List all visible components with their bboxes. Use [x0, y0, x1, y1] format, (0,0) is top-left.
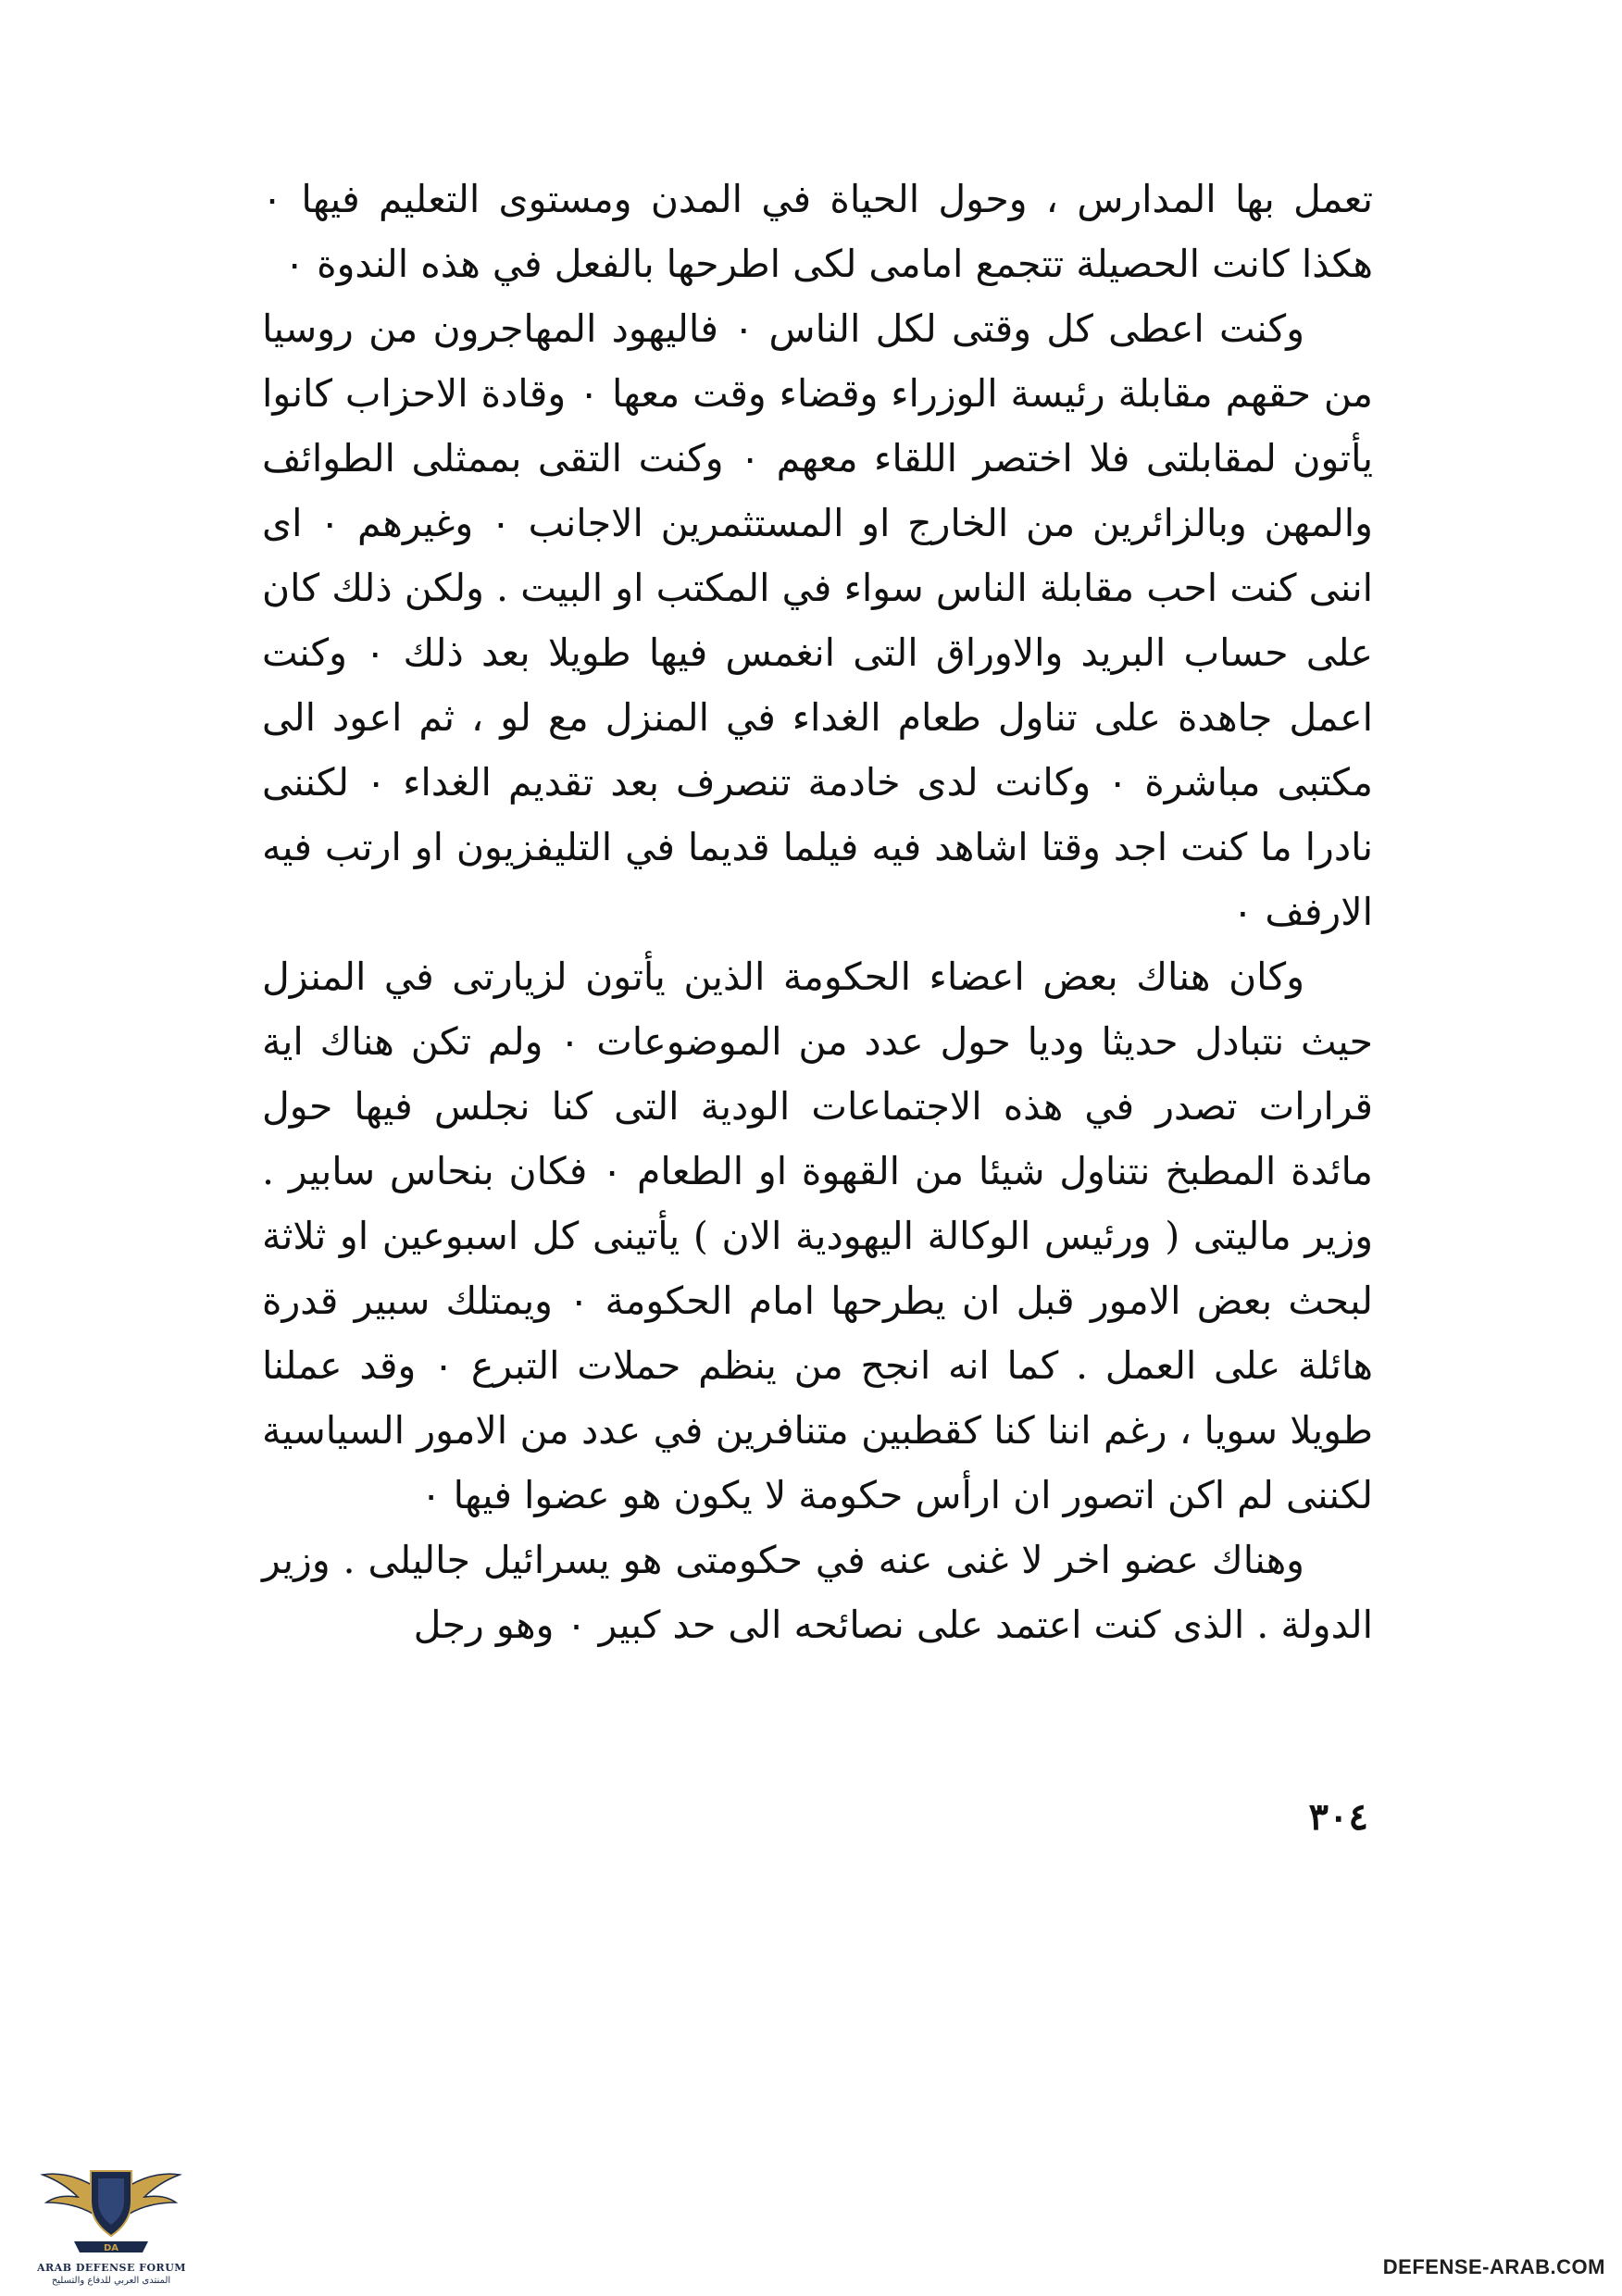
logo-title: ARAB DEFENSE FORUM: [37, 2262, 186, 2274]
paragraph-3: وكان هناك بعض اعضاء الحكومة الذين يأتون لزيارتى في المنزل حيث نتبادل حديثا وديا حول عدد من الموضوعات ٠ ولم تكن هناك اية قرارات تصدر في هذه الاجتماعات الودية التى كنا نجلس فيها حول مائدة المطبخ نتناول شيئا من القهوة او الطعام ٠ فكان بنحاس سابير . وزير ماليتى ( ورئيس الوكالة اليهودية الان ) يأتينى كل اسبوعين او ثلاثة لبحث بعض الامور قبل ان يطرحها امام الحكومة ٠ ويمتلك سبير قدرة هائلة على العمل . كما انه انجح من ينظم حملات التبرع ٠ وقد عملنا طويلا سويا ، رغم اننا كنا كقطبين متنافرين في عدد من الامور السياسية لكننى لم اكن اتصور ان ارأس حكومة لا يكون هو عضوا فيها ٠: [262, 955, 1373, 1517]
paragraph-4: وهناك عضو اخر لا غنى عنه في حكومتى هو يسرائيل جاليلى . وزير الدولة . الذى كنت اعتمد على نصائحه الى حد كبير ٠ وهو رجل: [262, 1538, 1373, 1647]
site-watermark: DEFENSE-ARAB.COM: [1382, 2255, 1605, 2278]
svg-text:DA: DA: [103, 2243, 119, 2253]
page-body: [262, 167, 1373, 1657]
paragraph-2: وكنت اعطى كل وقتى لكل الناس ٠ فاليهود المهاجرون من روسيا من حقهم مقابلة رئيسة الوزراء وقضاء وقت معها ٠ وقادة الاحزاب كانوا يأتون لمقابلتى فلا اختصر اللقاء معهم ٠ وكنت التقى بممثلى الطوائف والمهن وبالزائرين من الخارج او المستثمرين الاجانب ٠ وغيرهم ٠ اى اننى كنت احب مقابلة الناس سواء في المكتب او البيت . ولكن ذلك كان على حساب البريد والاوراق التى انغمس فيها طويلا بعد ذلك ٠ وكنت اعمل جاهدة على تناول طعام الغداء في المنزل مع لو ، ثم اعود الى مكتبى مباشرة ٠ وكانت لدى خادمة تنصرف بعد تقديم الغداء ٠ لكننى نادرا ما كنت اجد وقتا اشاهد فيه فيلما قديما في التليفزيون او ارتب فيه الارفف ٠: [262, 306, 1374, 934]
forum-logo: [37, 2143, 185, 2291]
eagle-emblem-icon: [37, 2143, 185, 2262]
paragraph-1: تعمل بها المدارس ، وحول الحياة في المدن ومستوى التعليم فيها ٠ هكذا كانت الحصيلة تتجمع امامى لكى اطرحها بالفعل في هذه الندوة ٠: [262, 177, 1373, 286]
logo-subtitle: المنتدى العربي للدفاع والتسليح: [51, 2276, 171, 2286]
page-number: ٣٠٤: [1308, 1795, 1368, 1839]
